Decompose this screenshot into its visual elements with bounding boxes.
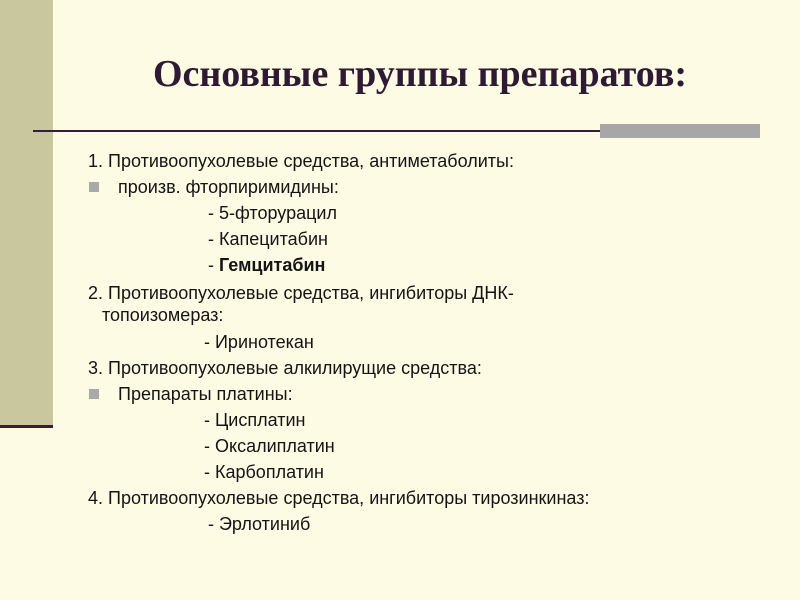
group-heading-antimetabolites: 1. Противоопухолевые средства, антиметаболиты: (88, 151, 514, 171)
decorative-side-bar (0, 0, 53, 425)
bullet-text: произв. фторпиримидины: (118, 177, 339, 197)
drug-name-bold: Гемцитабин (219, 255, 326, 275)
square-bullet-icon (89, 389, 99, 399)
square-bullet-icon (89, 182, 99, 192)
decorative-side-underline (0, 425, 53, 428)
bullet-item-fluoropyrimidines (88, 174, 778, 200)
bullet-text: Препараты платины: (118, 384, 293, 404)
title-divider-accent (600, 124, 760, 138)
group-heading-line-2: топоизомераз: (102, 305, 224, 325)
group-heading-tyrosine-kinase-inhibitors: 4. Противоопухолевые средства, ингибиторы тирозинкиназ: (88, 488, 590, 508)
drug-item-carboplatin: - Карбоплатин (204, 462, 324, 482)
drug-item-irinotecan: - Иринотекан (204, 332, 314, 352)
drug-item-capecitabine: - Капецитабин (208, 229, 328, 249)
slide-title: Основные группы препаратов: (152, 53, 687, 95)
bullet-item-platinum (88, 381, 778, 407)
group-heading-line-1: 2. Противоопухолевые средства, ингибиторы ДНК- (88, 283, 514, 303)
drug-item-fluorouracil: - 5-фторурацил (208, 203, 337, 223)
drug-item-erlotinib: - Эрлотиниб (208, 514, 311, 534)
group-heading-topoisomerase-inhibitors (88, 282, 778, 326)
drug-item-cisplatin: - Цисплатин (204, 410, 306, 430)
drug-item-gemcitabine (88, 252, 778, 278)
drug-dash: - (208, 255, 219, 275)
drug-item-oxaliplatin: - Оксалиплатин (204, 436, 335, 456)
group-heading-alkylating-agents: 3. Противоопухолевые алкилирущие средства: (88, 358, 482, 378)
slide-content (88, 148, 778, 537)
